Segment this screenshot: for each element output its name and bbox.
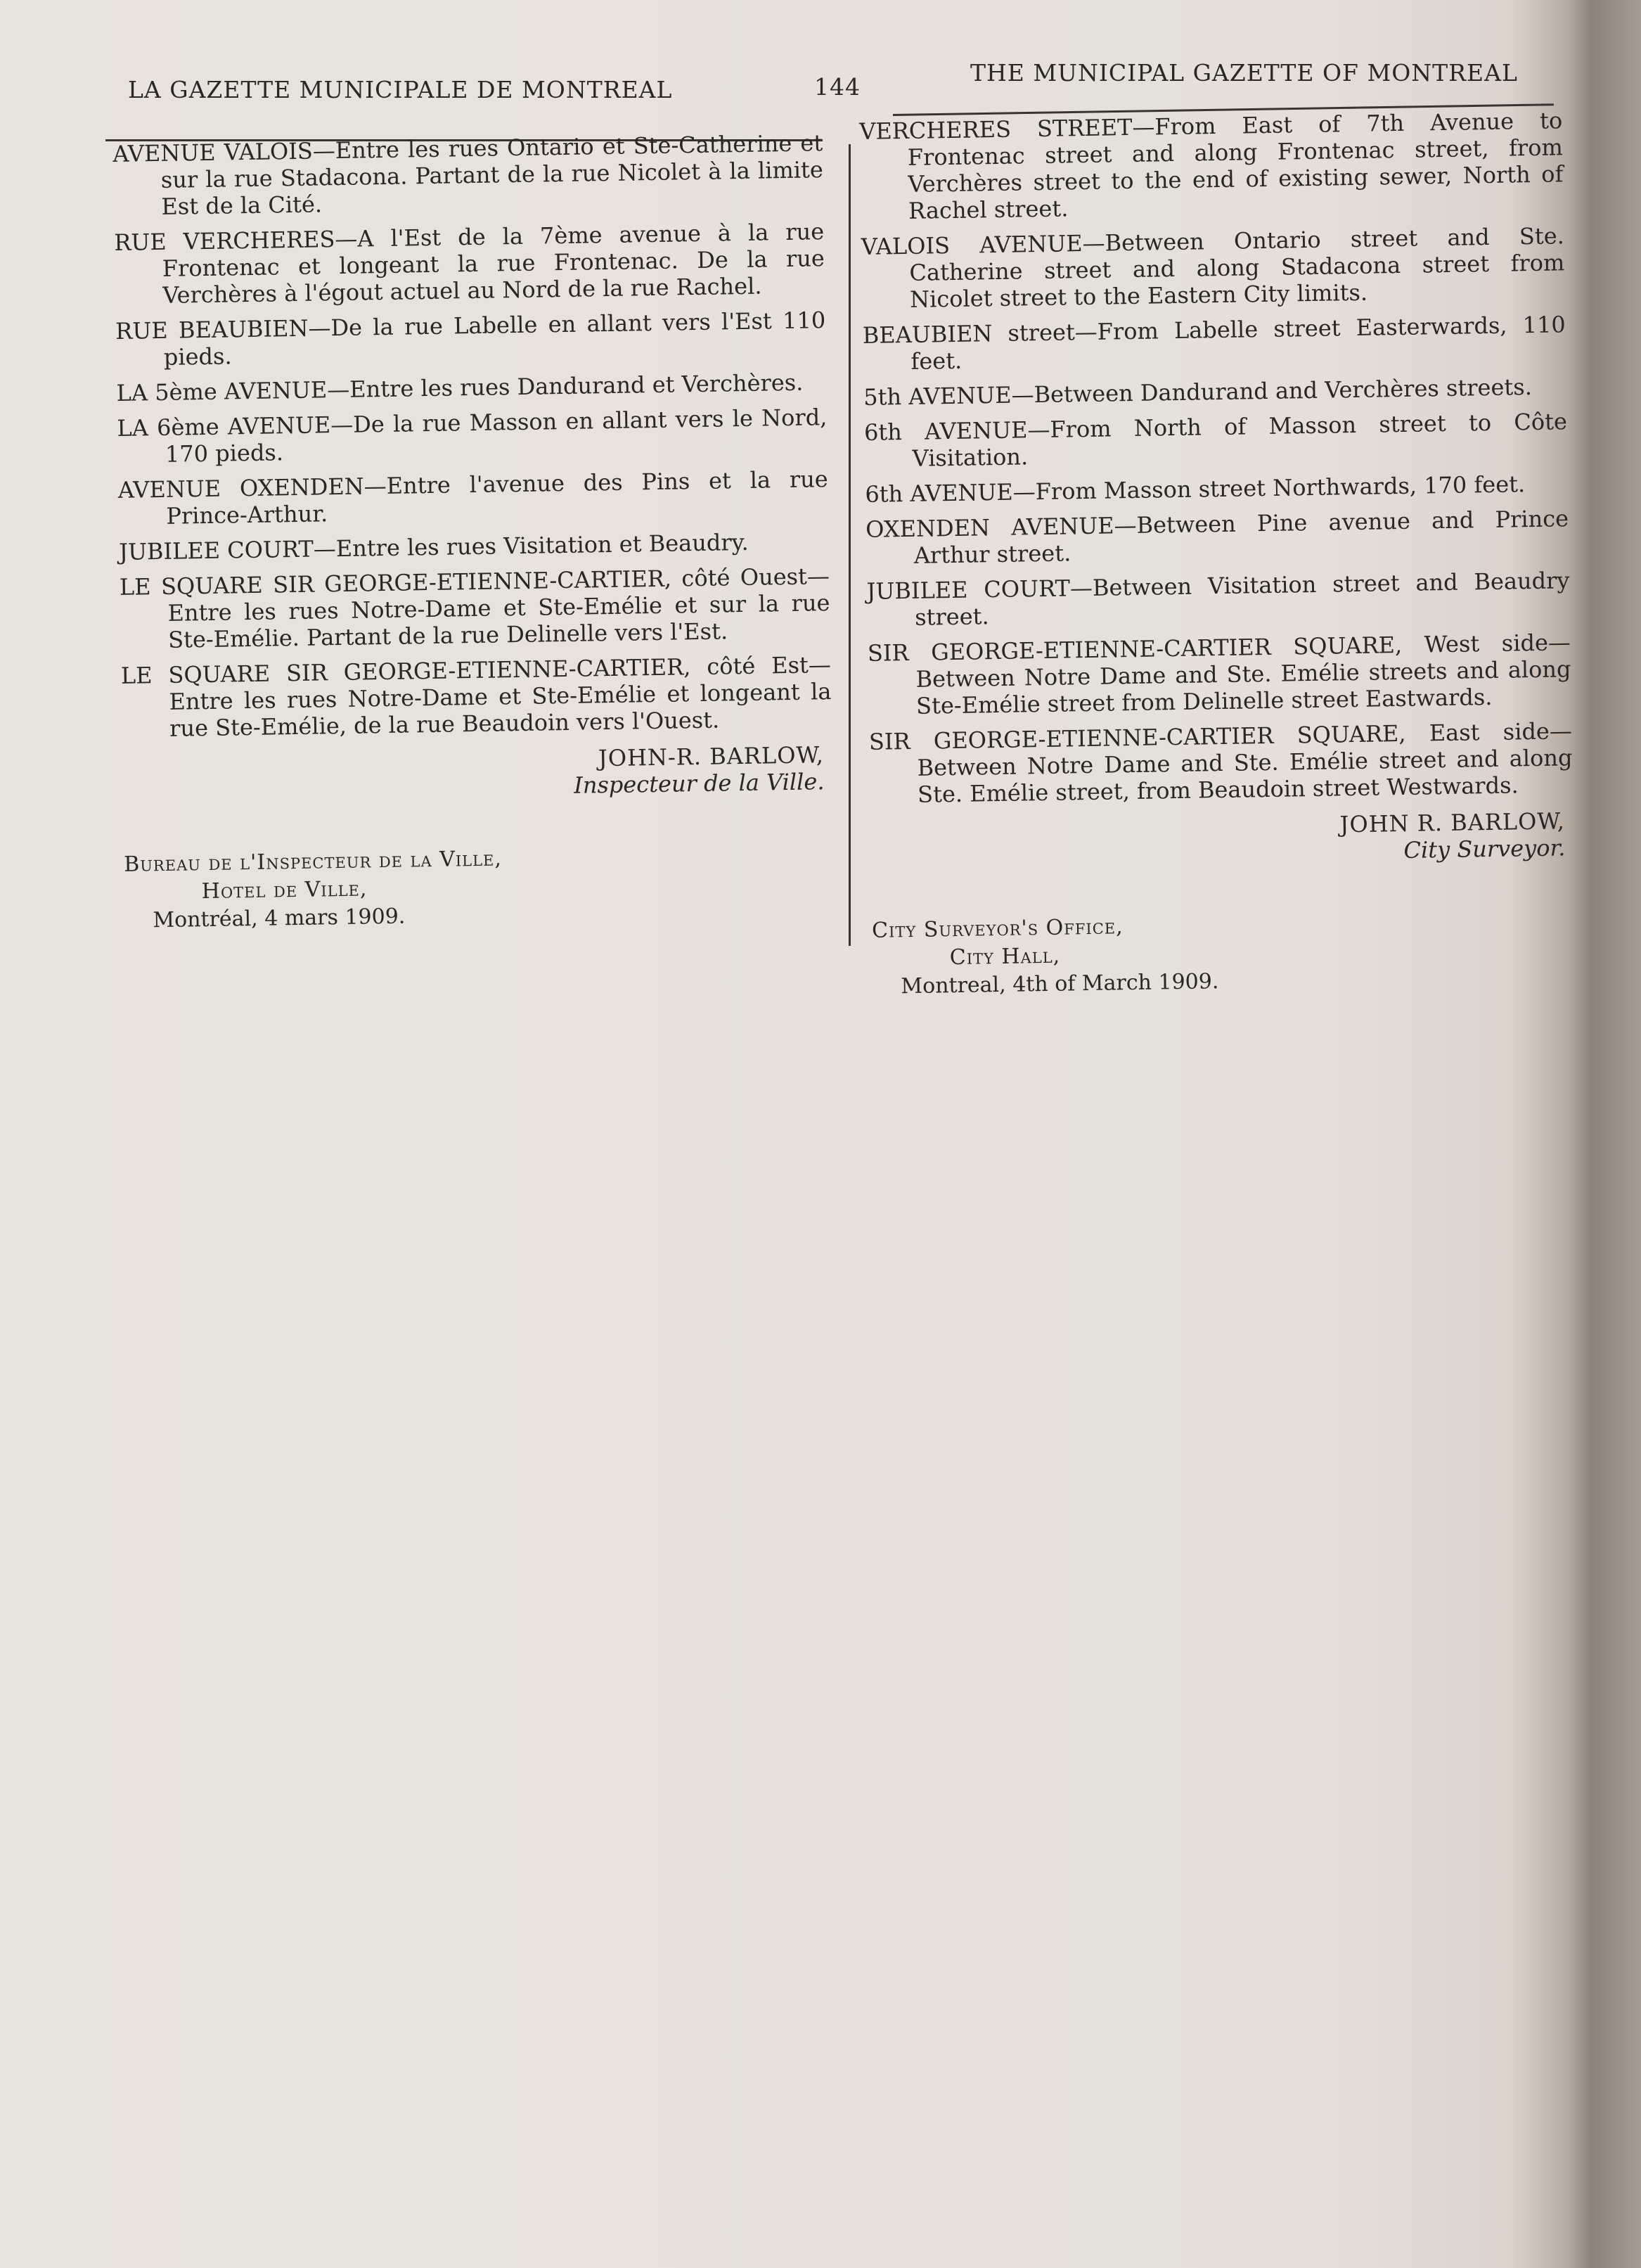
french-entry: RUE VERCHERES—A l'Est de la 7ème avenue à la rue Frontenac et longeant la rue Frontenac. De la rue Verchères à l'égout actuel au Nord de la rue Rachel.	[113, 218, 825, 309]
french-entry: LA 5ème AVENUE—Entre les rues Dandurand et Verchères.	[116, 369, 804, 406]
english-signature-title: City Surveyor.	[1403, 834, 1566, 864]
english-signature-name: JOHN R. BARLOW,	[1339, 807, 1566, 838]
english-office-date: Montreal, 4th of March 1909.	[901, 969, 1219, 999]
english-entry: SIR GEORGE-ETIENNE-CARTIER SQUARE, East side—Between Notre Dame and Ste. Emélie street and along Ste. Emélie street, from Beaudoin street Westwards.	[868, 717, 1573, 808]
french-entry: LE SQUARE SIR GEORGE-ETIENNE-CARTIER, côté Ouest—Entre les rues Notre-Dame et Ste-Emélie et sur la rue Ste-Emélie. Partant de la rue Delinelle vers l'Est.	[119, 563, 830, 653]
english-entry: 6th AVENUE—From Masson street Northwards, 170 feet.	[865, 470, 1526, 508]
english-signature	[870, 807, 1574, 872]
french-office-date: Montréal, 4 mars 1909.	[153, 904, 406, 933]
english-entry: VERCHERES STREET—From East of 7th Avenue to Frontenac street and along Frontenac street, from Verchères street to the end of existing sewer, North of Rachel street.	[859, 107, 1564, 224]
french-entry: JUBILEE COURT—Entre les rues Visitation et Beaudry.	[118, 528, 749, 565]
header-french-title: LA GAZETTE MUNICIPALE DE MONTREAL	[128, 76, 673, 103]
english-entry: OXENDEN AVENUE—Between Pine avenue and Prince Arthur street.	[865, 505, 1569, 569]
french-column	[112, 129, 835, 935]
bleed-through-decoration	[190, 1667, 221, 1757]
page-number: 144	[814, 73, 861, 101]
column-divider	[849, 144, 851, 946]
english-office-block	[872, 906, 1576, 1001]
english-entry: BEAUBIEN street—From Labelle street Easterwards, 110 feet.	[862, 311, 1566, 375]
english-entry: 5th AVENUE—Between Dandurand and Verchères streets.	[863, 373, 1533, 411]
french-entry: LE SQUARE SIR GEORGE-ETIENNE-CARTIER, côté Est—Entre les rues Notre-Dame et Ste-Emélie et longeant la rue Ste-Emélie, de la rue Beaudoin vers l'Ouest.	[120, 651, 832, 742]
french-entry: AVENUE OXENDEN—Entre l'avenue des Pins et la rue Prince-Arthur.	[117, 466, 828, 530]
french-office-block	[124, 840, 835, 935]
english-entry: JUBILEE COURT—Between Visitation street and Beaudry street.	[866, 567, 1570, 631]
french-signature	[122, 741, 833, 806]
french-entry: AVENUE VALOIS—Entre les rues Ontario et Ste-Catherine et sur la rue Stadacona. Partant de la rue Nicolet à la limite Est de la Cité.	[112, 129, 824, 220]
english-office-line: City Hall,	[949, 943, 1061, 970]
english-column	[859, 107, 1576, 1001]
english-entry: 6th AVENUE—From North of Masson street to Côte Visitation.	[863, 408, 1568, 472]
french-entry: RUE BEAUBIEN—De la rue Labelle en allant vers l'Est 110 pieds.	[115, 307, 826, 371]
french-entry: LA 6ème AVENUE—De la rue Masson en allant vers le Nord, 170 pieds.	[117, 404, 828, 468]
english-entry: VALOIS AVENUE—Between Ontario street and Ste. Catherine street and along Stadacona street from Nicolet street to the Eastern City limits.	[861, 222, 1565, 313]
english-office-line: City Surveyor's Office,	[871, 914, 1124, 943]
french-office-line: Hotel de Ville,	[201, 876, 368, 904]
french-signature-title: Inspecteur de la Ville.	[573, 768, 825, 799]
french-office-line: Bureau de l'Inspecteur de la Ville,	[123, 846, 503, 877]
header-english-title: THE MUNICIPAL GAZETTE OF MONTREAL	[970, 59, 1518, 87]
english-entry: SIR GEORGE-ETIENNE-CARTIER SQUARE, West side—Between Notre Dame and Ste. Emélie streets and along Ste-Emélie street from Delinelle street Eastwards.	[867, 629, 1571, 719]
french-signature-name: JOHN-R. BARLOW,	[598, 741, 825, 772]
